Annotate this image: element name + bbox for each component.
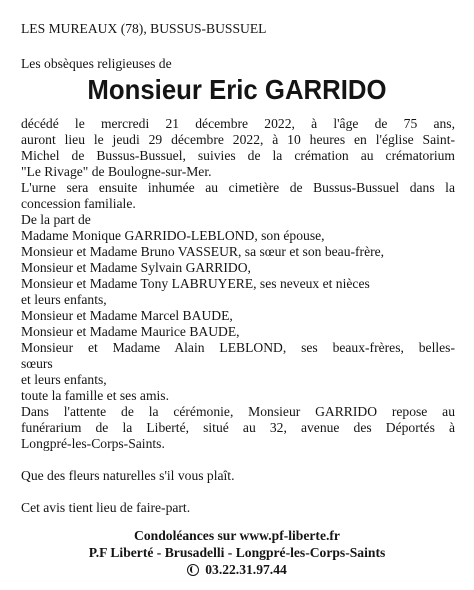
family-line: Monsieur et Madame Marcel BAUDE, <box>21 308 233 323</box>
intro-line: Les obsèques religieuses de <box>21 56 172 71</box>
family-line: toute la famille et ses amis. <box>21 388 169 403</box>
phone-number: 03.22.31.97.44 <box>205 562 287 577</box>
family-line: et leurs enfants, <box>21 292 107 307</box>
location-line: LES MUREAUX (78), BUSSUS-BUSSUEL <box>21 21 267 36</box>
family-line: Monsieur et Madame Alain LEBLOND, ses beaux-frères, belles- <box>21 340 455 355</box>
funerarium-paragraph <box>21 404 455 452</box>
condolences-line: Condoléances sur www.pf-liberte.fr <box>134 528 340 543</box>
funerarium-line: Dans l'attente de la cérémonie, Monsieur GARRIDO repose au <box>21 404 455 419</box>
phone-icon <box>187 564 199 576</box>
funerarium-line: Longpré-les-Corps-Saints. <box>21 436 165 451</box>
family-line: Monsieur et Madame Bruno VASSEUR, sa sœur et son beau-frère, <box>21 244 385 259</box>
announcement-line: auront lieu le jeudi 29 décembre 2022, à 10 heures en l'église Saint- <box>21 132 455 147</box>
company-line: P.F Liberté - Brusadelli - Longpré-les-Corps-Saints <box>88 545 386 560</box>
flowers-line: Que des fleurs naturelles s'il vous plaît. <box>21 468 235 483</box>
family-line: sœurs <box>21 356 53 371</box>
announcement-line: "Le Rivage" de Boulogne-sur-Mer. <box>21 164 212 179</box>
funeral-home-footer <box>0 527 474 578</box>
family-line: Monsieur et Madame Maurice BAUDE, <box>21 324 240 339</box>
notice-line: Cet avis tient lieu de faire-part. <box>21 500 191 515</box>
family-line: et leurs enfants, <box>21 372 107 387</box>
family-list <box>21 212 455 404</box>
deceased-name: Monsieur Eric GARRIDO <box>87 74 387 105</box>
funerarium-line: funérarium de la Liberté, situé au 32, avenue des Déportés à <box>21 420 455 435</box>
announcement-line: L'urne sera ensuite inhumée au cimetière de Bussus-Bussuel dans la <box>21 180 455 195</box>
announcement-line: concession familiale. <box>21 196 136 211</box>
phone-row <box>0 561 474 578</box>
announcement-line: décédé le mercredi 21 décembre 2022, à l'âge de 75 ans, <box>21 116 455 131</box>
family-line: Monsieur et Madame Sylvain GARRIDO, <box>21 260 251 275</box>
family-line: Monsieur et Madame Tony LABRUYERE, ses neveux et nièces <box>21 276 370 291</box>
announcement-line: Michel de Bussus-Bussuel, suivies de la crémation au crématorium <box>21 148 455 163</box>
family-line: De la part de <box>21 212 91 227</box>
announcement-paragraph <box>21 116 455 212</box>
family-line: Madame Monique GARRIDO-LEBLOND, son épouse, <box>21 228 325 243</box>
